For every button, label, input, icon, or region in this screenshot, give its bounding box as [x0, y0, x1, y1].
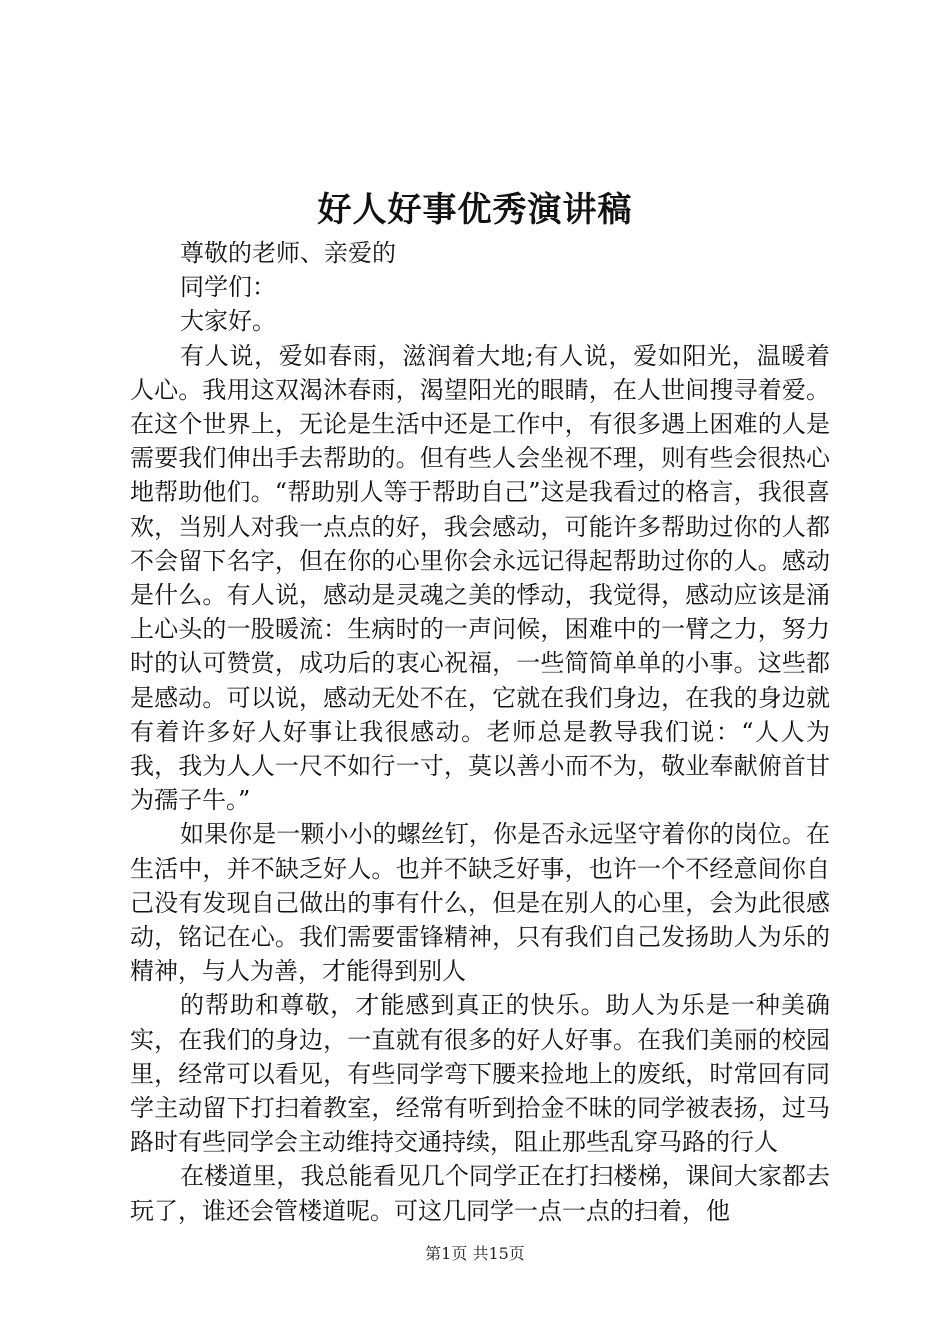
paragraph-salutation: 尊敬的老师、亲爱的	[180, 239, 396, 267]
page-footer	[0, 1242, 950, 1266]
paragraph-body: 如果你是一颗小小的螺丝钉，你是否永远坚守着你的岗位。在生活中，并不缺乏好人。也并不缺乏好事，也许一个不经意间你自己没有发现自己做出的事有什么，但是在别人的心里，会为此很感动，铭记在心。我们需要雷锋精神，只有我们自己发扬助人为乐的精神，与人为善，才能得到别人	[130, 820, 830, 986]
paragraph-body: 的帮助和尊敬，才能感到真正的快乐。助人为乐是一种美确实，在我们的身边，一直就有很多的好人好事。在我们美丽的校园里，经常可以看见，有些同学弯下腰来捡地上的废纸，时常回有同学主动留下打扫着教室，经常有听到拾金不昧的同学被表扬，过马路时有些同学会主动维持交通持续，阻止那些乱穿马路的行人	[130, 991, 830, 1157]
document-body	[130, 236, 830, 1228]
paragraph-body: 在楼道里，我总能看见几个同学正在打扫楼梯，课间大家都去玩了，谁还会管楼道呢。可这几同学一点一点的扫着，他	[130, 1162, 830, 1225]
paragraph-body: 有人说，爱如春雨，滋润着大地;有人说，爱如阳光，温暖着人心。我用这双渴沐春雨，渴望阳光的眼睛，在人世间搜寻着爱。在这个世界上，无论是生活中还是工作中，有很多遇上困难的人是需要我们伸出手去帮助的。但有些人会坐视不理，则有些会很热心地帮助他们。“帮助别人等于帮助自己”这是我看过的格言，我很喜欢，当别人对我一点点的好，我会感动，可能许多帮助过你的人都不会留下名字，但在你的心里你会永远记得起帮助过你的人。感动是什么。有人说，感动是灵魂之美的悸动，我觉得，感动应该是涌上心头的一股暖流：生病时的一声问候，困难中的一臂之力，努力时的认可赞赏，成功后的衷心祝福，一些简简单单的小事。这些都是感动。可以说，感动无处不在，它就在我们身边，在我的身边就有着许多好人好事让我很感动。老师总是教导我们说：“人人为我，我为人人一尺不如行一寸，莫以善小而不为，敬业奉献俯首甘为孺子牛。”	[130, 341, 830, 815]
paragraph-greeting: 大家好。	[180, 307, 276, 336]
paragraph-salutation-cont: 同学们：	[180, 273, 276, 302]
document-title: 好人好事优秀演讲稿	[317, 190, 633, 230]
page-number: 第1页 共15页	[425, 1244, 525, 1263]
